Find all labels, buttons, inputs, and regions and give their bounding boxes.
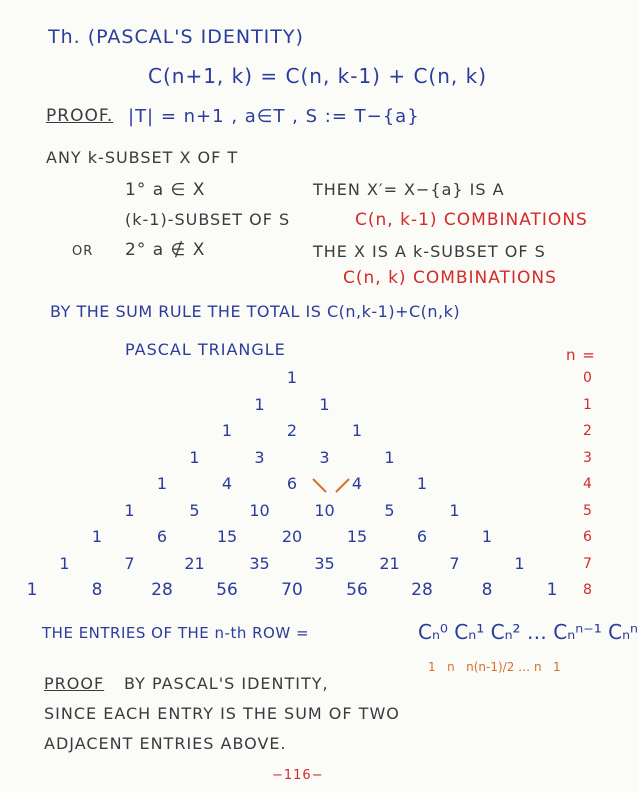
case-1-subset: (k-1)-SUBSET OF S (125, 210, 291, 229)
triangle-entry: 1 (189, 447, 200, 467)
triangle-entry: 1 (481, 527, 493, 546)
triangle-entry: 1 (286, 368, 298, 387)
triangle-entry: 1 (221, 421, 233, 440)
proof-2-line-1: BY PASCAL'S IDENTITY, (124, 674, 329, 693)
case-2-combinations: C(n, k) COMBINATIONS (343, 268, 557, 288)
triangle-entry: 1 (254, 394, 265, 414)
case-1-combinations: C(n, k-1) COMBINATIONS (355, 210, 588, 230)
triangle-entry: 1 (384, 447, 395, 467)
triangle-entry: 6 (416, 527, 428, 546)
triangle-entry: 10 (249, 500, 270, 520)
entries-text: THE ENTRIES OF THE n-th ROW = (42, 624, 310, 642)
triangle-entry: 1 (416, 474, 428, 493)
proof-label: PROOF. (46, 106, 114, 126)
triangle-entry: 5 (189, 500, 200, 520)
sum-rule-line: BY THE SUM RULE THE TOTAL IS C(n,k-1)+C(n,k) (50, 302, 461, 321)
case-1-condition: 1° a ∈ X (125, 180, 206, 200)
triangle-entry: 1 (124, 500, 135, 520)
triangle-entry: 8 (481, 580, 493, 600)
triangle-entry: 6 (156, 527, 168, 546)
triangle-entry: 20 (281, 527, 303, 546)
n-equals-label: n = (566, 346, 596, 364)
triangle-entry: 35 (249, 553, 270, 573)
row-number: 4 (583, 476, 592, 492)
triangle-entry: 21 (379, 553, 400, 573)
proof-setup: |T| = n+1 , a∈T , S := T−{a} (128, 106, 420, 127)
row-number: 2 (583, 423, 592, 439)
triangle-entry: 4 (221, 474, 233, 493)
proof-2-line-2: SINCE EACH ENTRY IS THE SUM OF TWO (44, 704, 400, 723)
triangle-entry: 15 (346, 527, 368, 546)
triangle-entry: 8 (91, 580, 103, 600)
triangle-entry: 1 (546, 580, 558, 600)
triangle-entry: 1 (449, 500, 460, 520)
entries-formula: Cₙ⁰ Cₙ¹ Cₙ² … Cₙⁿ⁻¹ Cₙⁿ (418, 620, 638, 644)
row-number: 3 (583, 449, 592, 466)
triangle-entry: 56 (346, 580, 368, 600)
row-number: 8 (583, 582, 592, 598)
triangle-entry: 7 (124, 553, 135, 573)
triangle-entry: 15 (216, 527, 238, 546)
proof-2-label: PROOF (44, 674, 105, 693)
triangle-entry: 4 (351, 474, 363, 493)
case-2-then: THE X IS A k-SUBSET OF S (313, 242, 546, 261)
case-1-then: THEN X′= X−{a} IS A (313, 180, 505, 199)
triangle-entry: 1 (319, 394, 330, 414)
triangle-entry: 10 (314, 500, 335, 520)
triangle-entry: 1 (156, 474, 168, 493)
triangle-entry: 1 (91, 527, 103, 546)
row-number: 7 (583, 555, 592, 572)
case-2-condition: 2° a ∉ X (125, 240, 206, 260)
triangle-entry: 28 (151, 580, 173, 600)
row-number: 5 (583, 502, 592, 519)
triangle-entry: 6 (286, 474, 298, 493)
triangle-entry: 5 (384, 500, 395, 520)
triangle-title: PASCAL TRIANGLE (125, 340, 286, 359)
triangle-entry: 35 (314, 553, 335, 573)
or-label: OR (72, 244, 94, 259)
triangle-entry: 1 (26, 580, 38, 600)
proof-2-line-3: ADJACENT ENTRIES ABOVE. (44, 734, 287, 753)
triangle-entry: 56 (216, 580, 238, 600)
triangle-entry: 7 (449, 553, 460, 573)
triangle-entry: 1 (59, 553, 70, 573)
triangle-entry: 2 (286, 421, 298, 440)
identity-formula: C(n+1, k) = C(n, k-1) + C(n, k) (148, 64, 487, 88)
page-number: −116− (272, 768, 324, 783)
theorem-heading: Th. (PASCAL'S IDENTITY) (48, 26, 304, 48)
triangle-entry: 3 (319, 447, 330, 467)
row-number: 1 (583, 396, 592, 413)
row-number: 0 (583, 370, 592, 386)
triangle-entry: 1 (514, 553, 525, 573)
triangle-entry: 21 (184, 553, 205, 573)
any-subset-line: ANY k-SUBSET X OF T (46, 148, 239, 167)
triangle-entry: 3 (254, 447, 265, 467)
triangle-entry: 1 (351, 421, 363, 440)
triangle-entry: 70 (281, 580, 303, 600)
triangle-entry: 28 (411, 580, 433, 600)
row-number: 6 (583, 529, 592, 545)
entries-values: 1 n n(n-1)/2 … n 1 (428, 660, 561, 674)
